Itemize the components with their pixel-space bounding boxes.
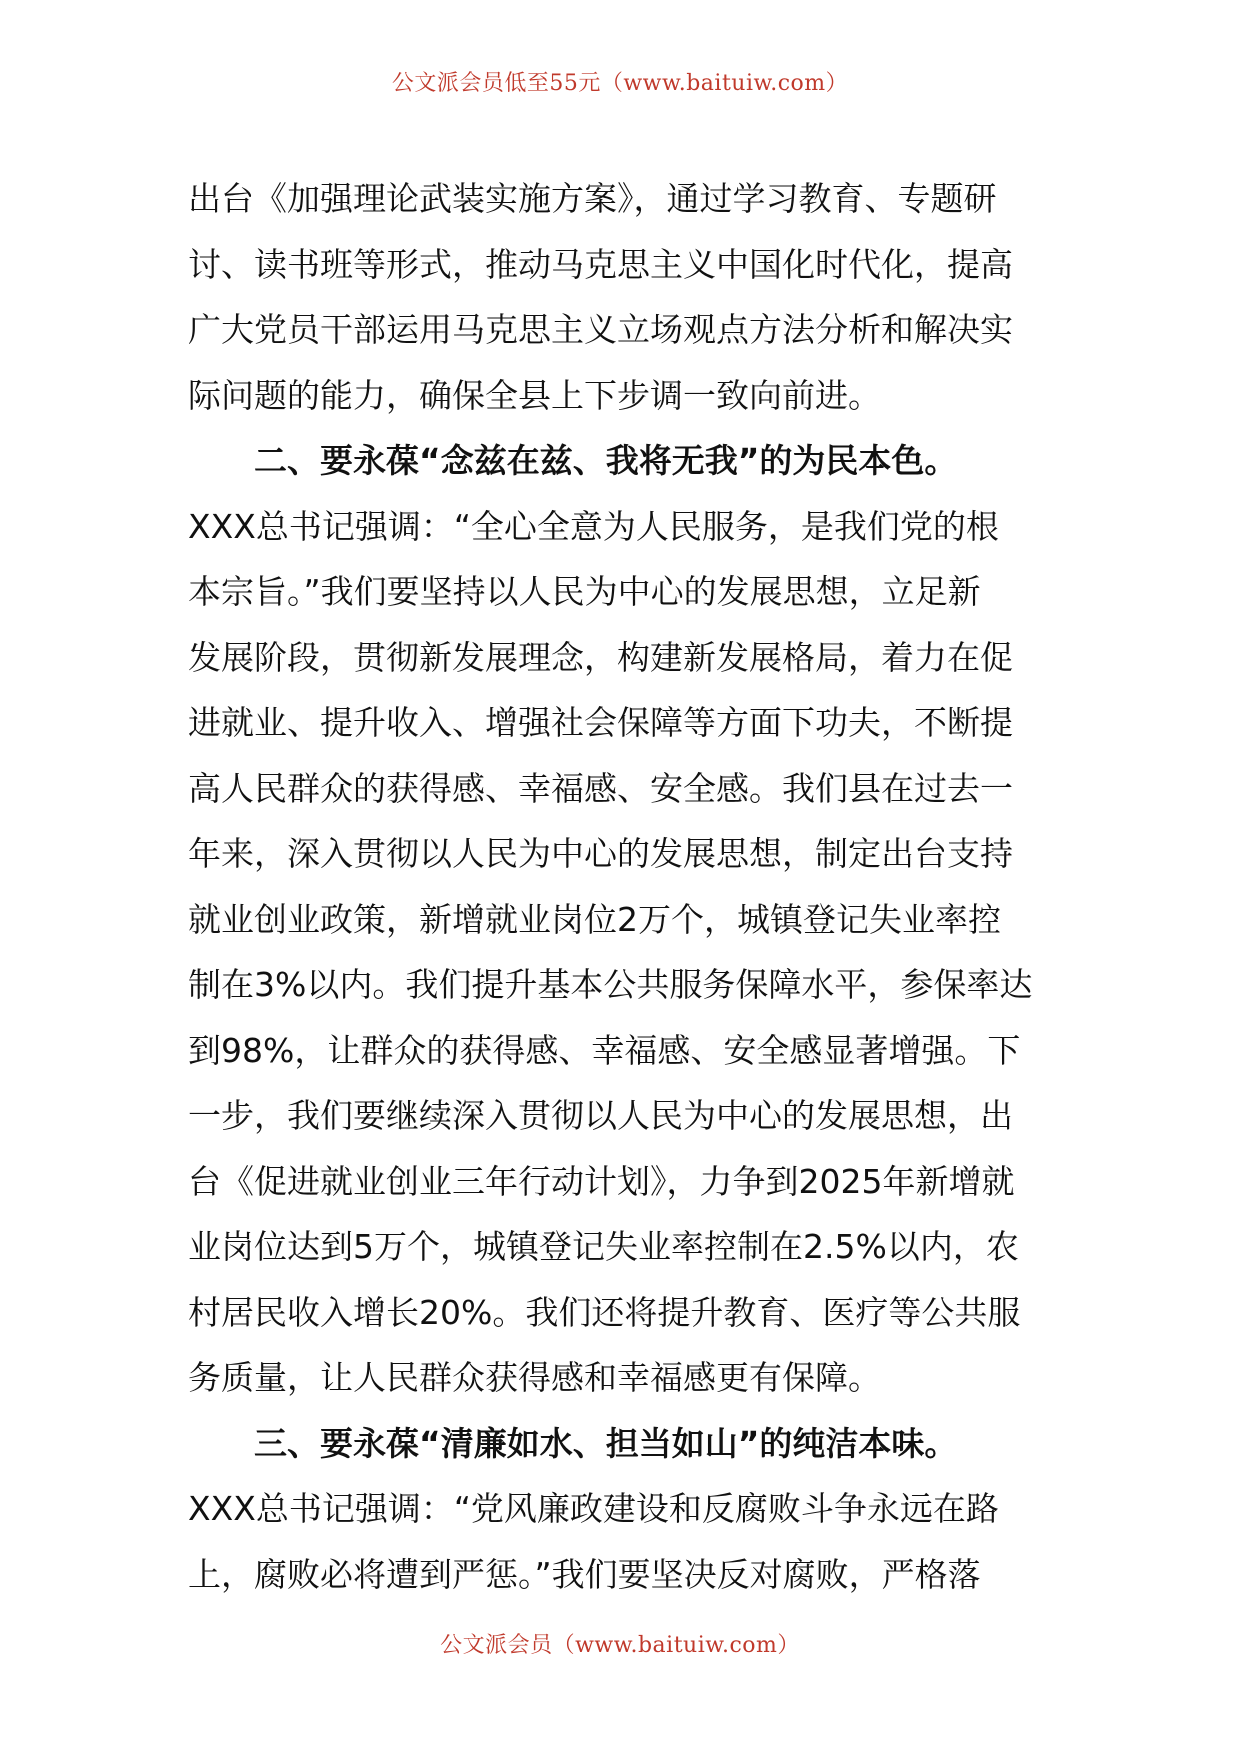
body-line: 就业创业政策，新增就业岗位2万个，城镇登记失业率控: [188, 899, 1001, 939]
body-line: 讨、读书班等形式，推动马克思主义中国化时代化，提高: [188, 244, 1013, 284]
body-line: 制在3%以内。我们提升基本公共服务保障水平，参保率达: [188, 965, 1033, 1004]
document-body: [188, 166, 1068, 1607]
body-line: 台《促进就业创业三年行动计划》，力争到2025年新增就: [188, 1161, 1015, 1201]
body-line: 业岗位达到5万个，城镇登记失业率控制在2.5%以内，农: [188, 1227, 1019, 1266]
body-line: 际问题的能力，确保全县上下步调一致向前进。: [188, 375, 881, 415]
body-line: 高人民群众的获得感、幸福感、安全感。我们县在过去一: [188, 768, 1013, 808]
body-line: 出台《加强理论武装实施方案》，通过学习教育、专题研: [188, 179, 997, 218]
body-line: 村居民收入增长20%。我们还将提升教育、医疗等公共服: [188, 1292, 1021, 1332]
body-line: 进就业、提升收入、增强社会保障等方面下功夫，不断提: [188, 703, 1013, 742]
body-line: 年来，深入贯彻以人民为中心的发展思想，制定出台支持: [188, 834, 1013, 873]
body-line: 本宗旨。”我们要坚持以人民为中心的发展思想，立足新: [188, 572, 981, 611]
body-line: XXX总书记强调：“党风廉政建设和反腐败斗争永远在路: [188, 1489, 999, 1528]
section-heading-3: 三、要永葆“清廉如水、担当如山”的纯洁本味。: [254, 1423, 958, 1463]
body-line: 一步，我们要继续深入贯彻以人民为中心的发展思想，出: [188, 1096, 1013, 1135]
footer-watermark-banner: 公文派会员（www.baituiw.com）: [440, 1633, 800, 1658]
body-line: XXX总书记强调：“全心全意为人民服务，是我们党的根: [188, 506, 999, 546]
body-line: 到98%，让群众的获得感、幸福感、安全感显著增强。下: [188, 1030, 1021, 1070]
section-heading-2: 二、要永葆“念兹在兹、我将无我”的为民本色。: [254, 441, 958, 480]
header-watermark-banner: 公文派会员低至55元（www.baituiw.com）: [391, 71, 849, 96]
body-line: 上，腐败必将遭到严惩。”我们要坚决反对腐败，严格落: [188, 1554, 981, 1594]
body-line: 务质量，让人民群众获得感和幸福感更有保障。: [188, 1358, 881, 1397]
body-line: 广大党员干部运用马克思主义立场观点方法分析和解决实: [188, 310, 1013, 349]
body-line: 发展阶段，贯彻新发展理念，构建新发展格局，着力在促: [188, 637, 1013, 677]
